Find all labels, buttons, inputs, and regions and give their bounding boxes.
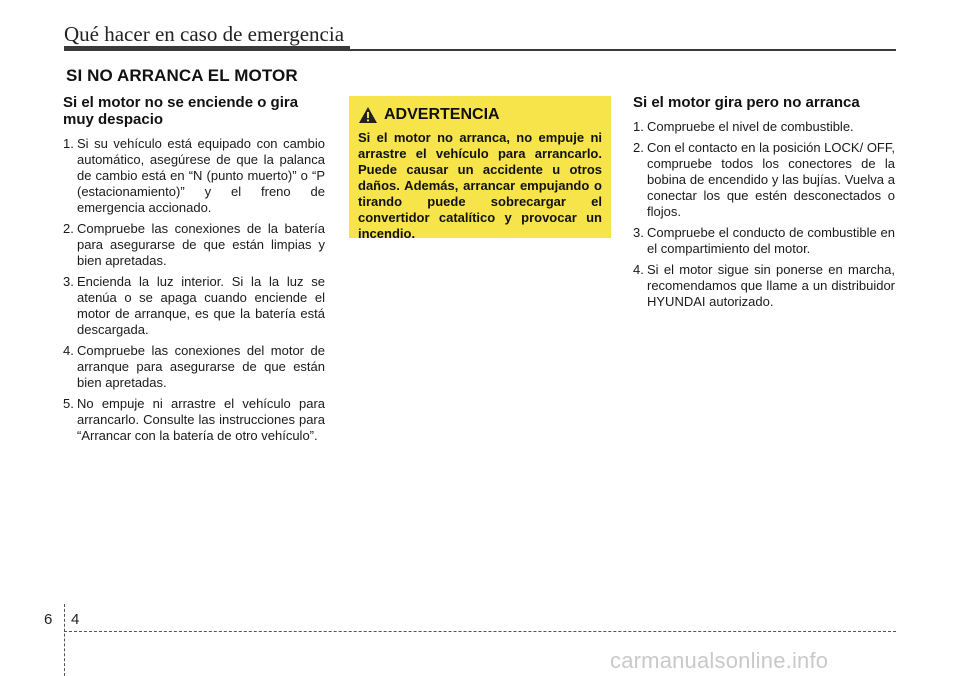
footer-page-number: 4	[71, 611, 80, 628]
list-item: 2. Compruebe las conexiones de la batería para asegurarse de que están limpias y bien apretadas.	[63, 221, 325, 268]
warning-header	[358, 106, 602, 124]
header-rule-thick	[64, 46, 350, 51]
right-heading: Si el motor gira pero no arranca	[633, 94, 860, 111]
list-item: 1. Compruebe el nivel de combustible.	[633, 119, 854, 134]
warning-triangle-icon	[358, 106, 378, 124]
footer-chapter-number: 6	[44, 611, 53, 628]
header-rule-thin	[350, 49, 896, 51]
footer-dash-line	[64, 631, 896, 632]
section-title: SI NO ARRANCA EL MOTOR	[66, 66, 298, 85]
list-item: 5. No empuje ni arrastre el vehículo para arrancarlo. Consulte las instrucciones para “Arrancar con la batería de otro vehículo”.	[63, 396, 325, 443]
list-item: 4. Compruebe las conexiones del motor de arranque para asegurarse de que están bien apretadas.	[63, 343, 325, 390]
list-item: 3. Compruebe el conducto de combustible en el compartimiento del motor.	[633, 225, 895, 256]
warning-box	[349, 96, 611, 241]
footer-dash-divider	[64, 604, 65, 676]
left-column	[63, 94, 325, 449]
list-item: 1. Si su vehículo está equipado con cambio automático, asegúrese de que la palanca de cambio está en “N (punto muerto)” o “P (estacionamiento)” y el freno de emergencia accionado.	[63, 136, 325, 215]
right-column	[633, 94, 895, 315]
chapter-title: Qué hacer en caso de emergencia	[64, 22, 345, 46]
list-item: 4. Si el motor sigue sin ponerse en marcha, recomendamos que llame a un distribuidor HYUNDAI autorizado.	[633, 262, 895, 309]
list-item: 3. Encienda la luz interior. Si la la luz se atenúa o se apaga cuando enciende el motor de arranque, es que la batería está descargada.	[63, 274, 325, 337]
left-steps	[63, 136, 325, 444]
left-heading: Si el motor no se enciende o gira muy despacio	[63, 94, 299, 128]
warning-text: Si el motor no arranca, no empuje ni arrastre el vehículo para arrancarlo. Puede causar un accidente u otros daños. Además, arrancar empujando o tirando puede sobrecargar el convertidor catalítico y provocar un incendio.	[358, 130, 602, 241]
list-item: 2. Con el contacto en la posición LOCK/ OFF, compruebe todos los conectores de la bobina de encendido y las bujías. Vuelva a conectar los que estén desconectados o flojos.	[633, 140, 895, 219]
right-steps	[633, 119, 895, 310]
watermark: carmanualsonline.info	[610, 648, 829, 673]
warning-title: ADVERTENCIA	[384, 106, 500, 123]
